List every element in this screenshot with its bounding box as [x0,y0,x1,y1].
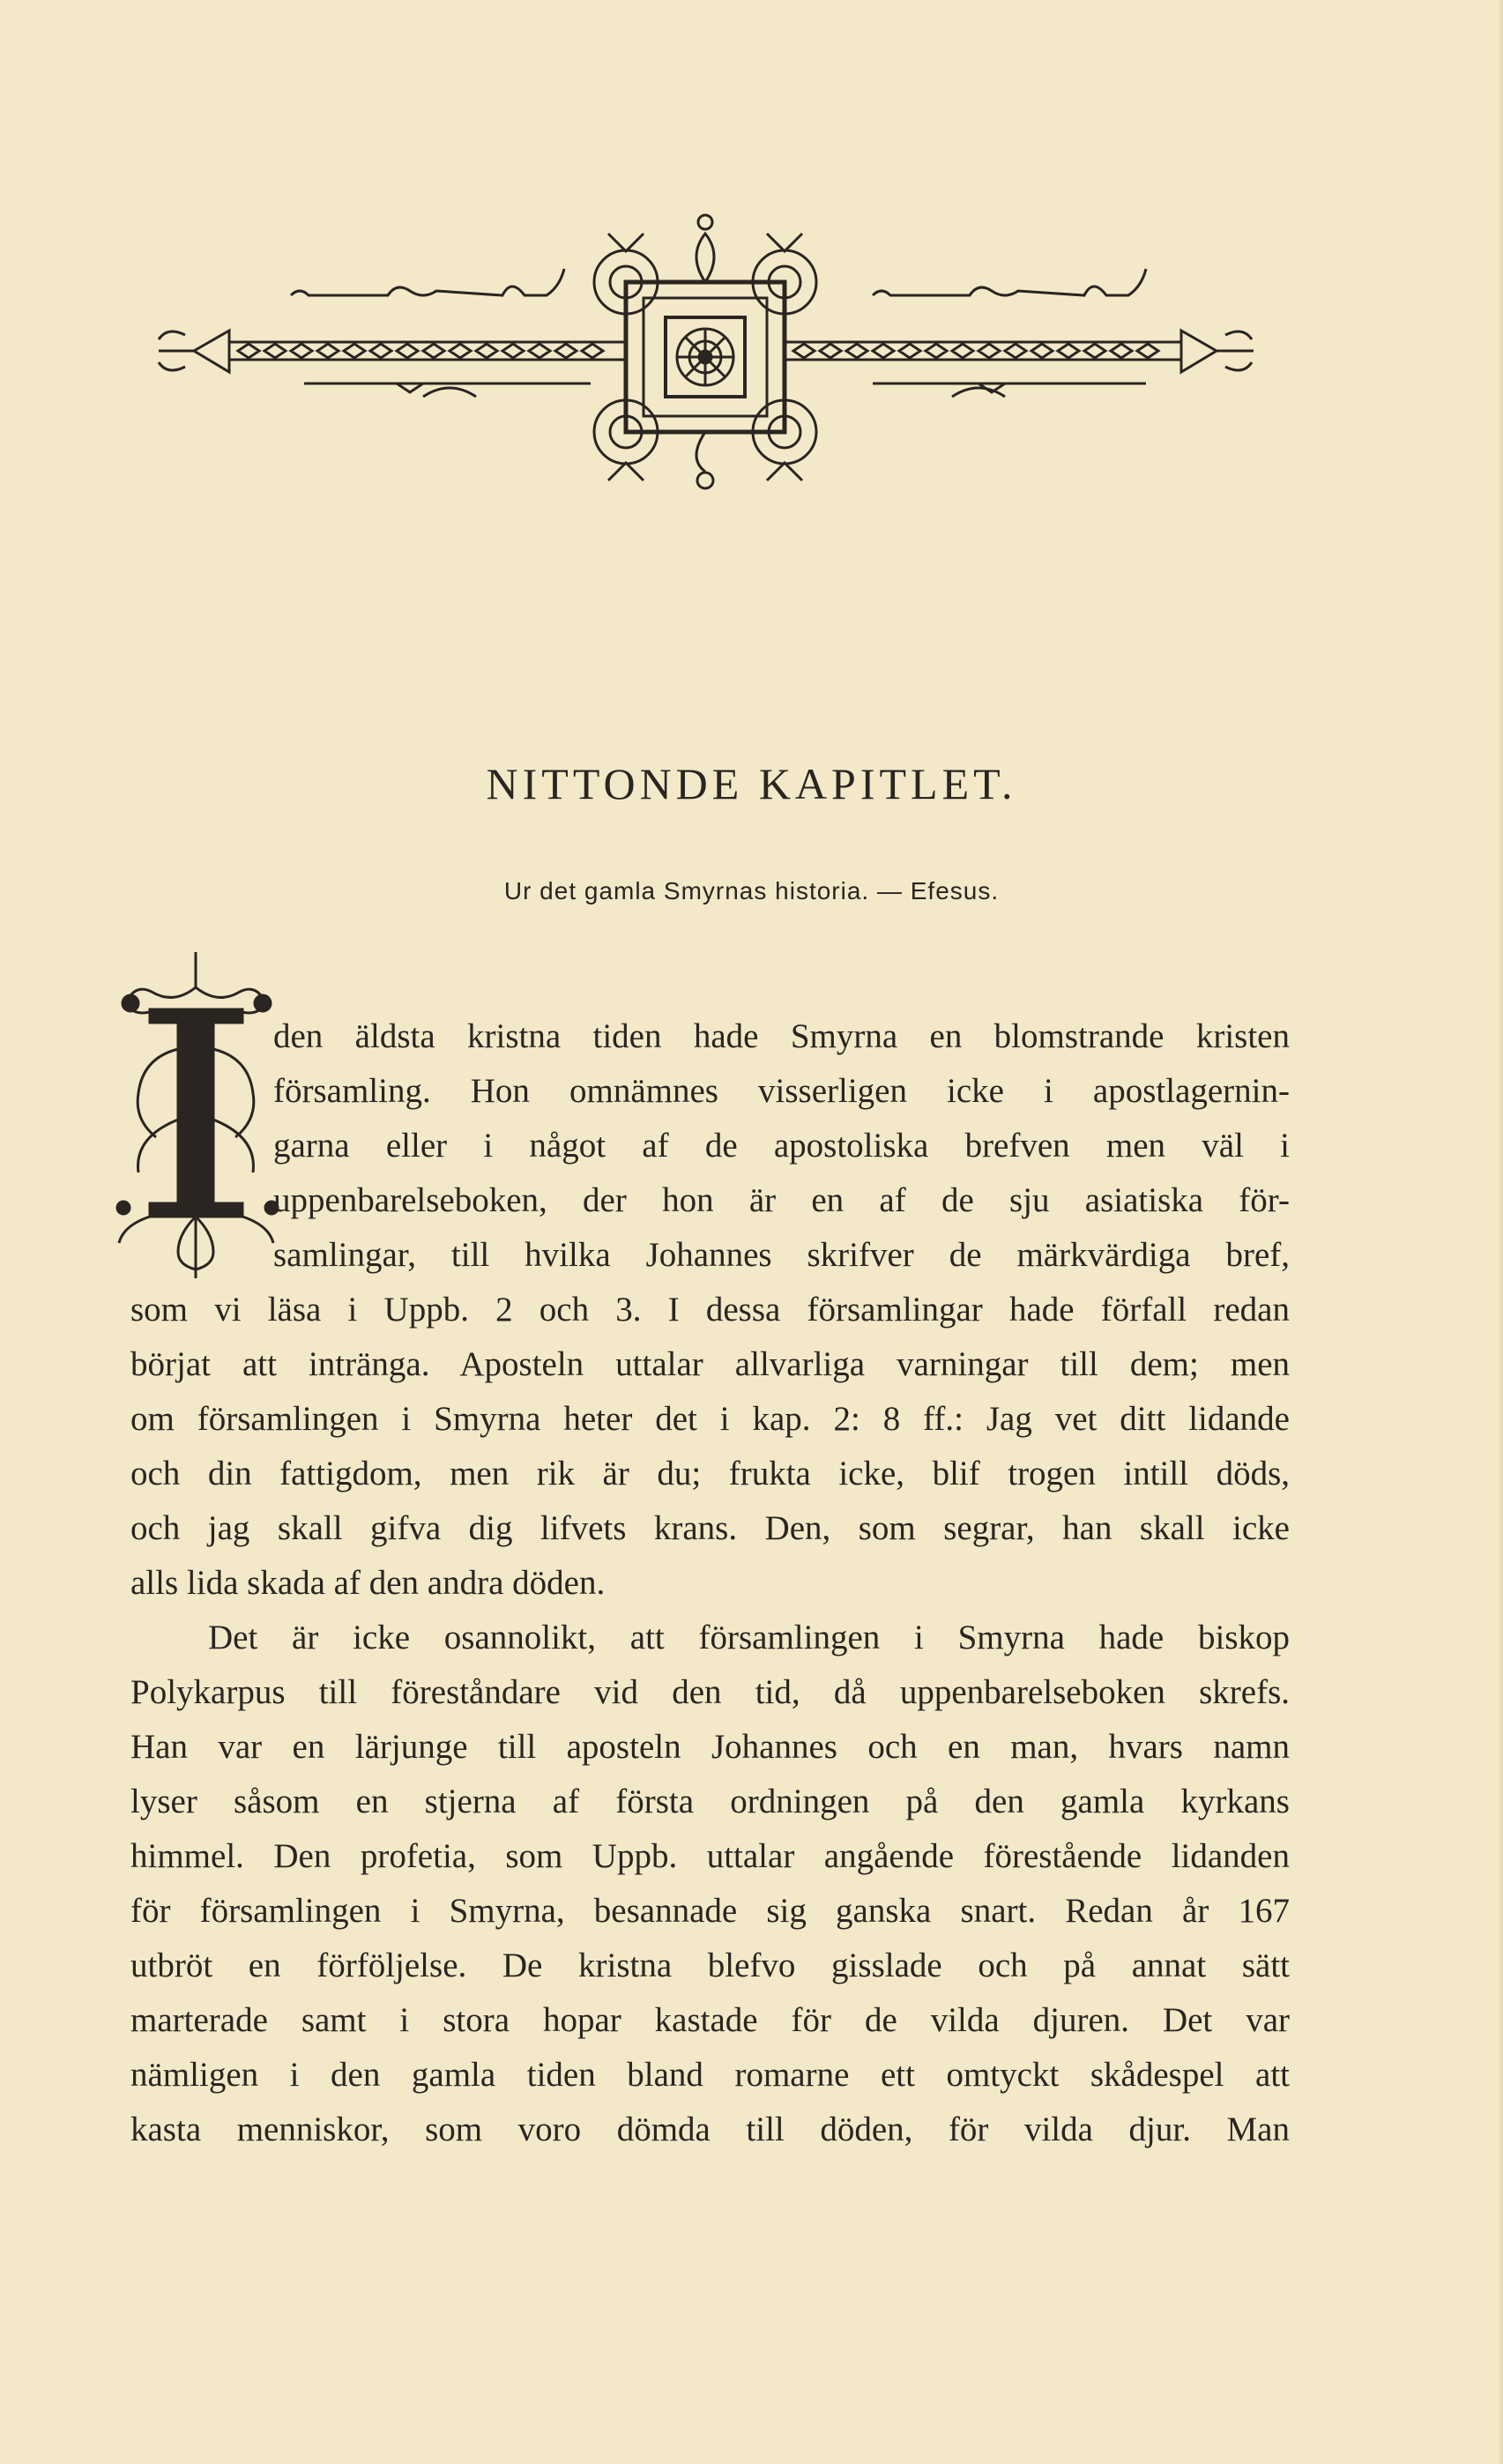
text-line: Han var en lärjunge till aposteln Johannes och en man, hvars namn [130,1728,1290,1766]
text-line: lyser såsom en stjerna af första ordningen på den gamla kyrkans [130,1783,1290,1820]
text-line: marterade samt i stora hopar kastade för de vilda djuren. Det var [130,2001,1290,2039]
text-line: uppenbarelseboken, der hon är en af de sju asiatiska för- [273,1181,1290,1219]
text-line: Det är icke osannolikt, att församlingen i Smyrna hade biskop [208,1619,1290,1656]
text-line: samlingar, till hvilka Johannes skrifver de märkvärdiga bref, [273,1236,1290,1274]
text-line: den äldsta kristna tiden hade Smyrna en blomstrande kristen [273,1017,1290,1055]
text-line: utbröt en förföljelse. De kristna blefvo gisslade och på annat sätt [130,1947,1290,1984]
text-line: börjat att intränga. Aposteln uttalar allvarliga varningar till dem; men [130,1345,1290,1383]
text-line: Polykarpus till föreståndare vid den tid, då uppenbarelseboken skrefs. [130,1673,1290,1711]
text-line: för församlingen i Smyrna, besannade sig ganska snart. Redan år 167 [130,1892,1290,1930]
text-line: och din fattigdom, men rik är du; frukta icke, blif trogen intill döds, [130,1455,1290,1493]
text-line: och jag skall gifva dig lifvets krans. Den, som segrar, han skall icke [130,1509,1290,1547]
page-edge [1498,0,1503,2464]
text-line: himmel. Den profetia, som Uppb. uttalar angående förestående lidanden [130,1837,1290,1875]
text-line: om församlingen i Smyrna heter det i kap. 2: 8 ff.: Jag vet ditt lidande [130,1400,1290,1438]
header-ornament-icon [132,212,1278,494]
text-line: kasta menniskor, som voro dömda till döden, för vilda djur. Man [130,2110,1290,2148]
text-line: alls lida skada af den andra döden. [130,1564,606,1602]
text-line: nämligen i den gamla tiden bland romarne ett omtyckt skådespel att [130,2056,1290,2094]
chapter-subtitle: Ur det gamla Smyrnas historia. — Efesus. [503,877,1000,904]
text-line: som vi läsa i Uppb. 2 och 3. I dessa församlingar hade förfall redan [130,1291,1290,1329]
body-text [130,1009,1290,2157]
chapter-title: NITTONDE KAPITLET. [486,759,1017,808]
text-line: församling. Hon omnämnes visserligen icke i apostlagernin- [273,1072,1290,1110]
text-line: garna eller i något af de apostoliska brefven men väl i [273,1127,1290,1165]
